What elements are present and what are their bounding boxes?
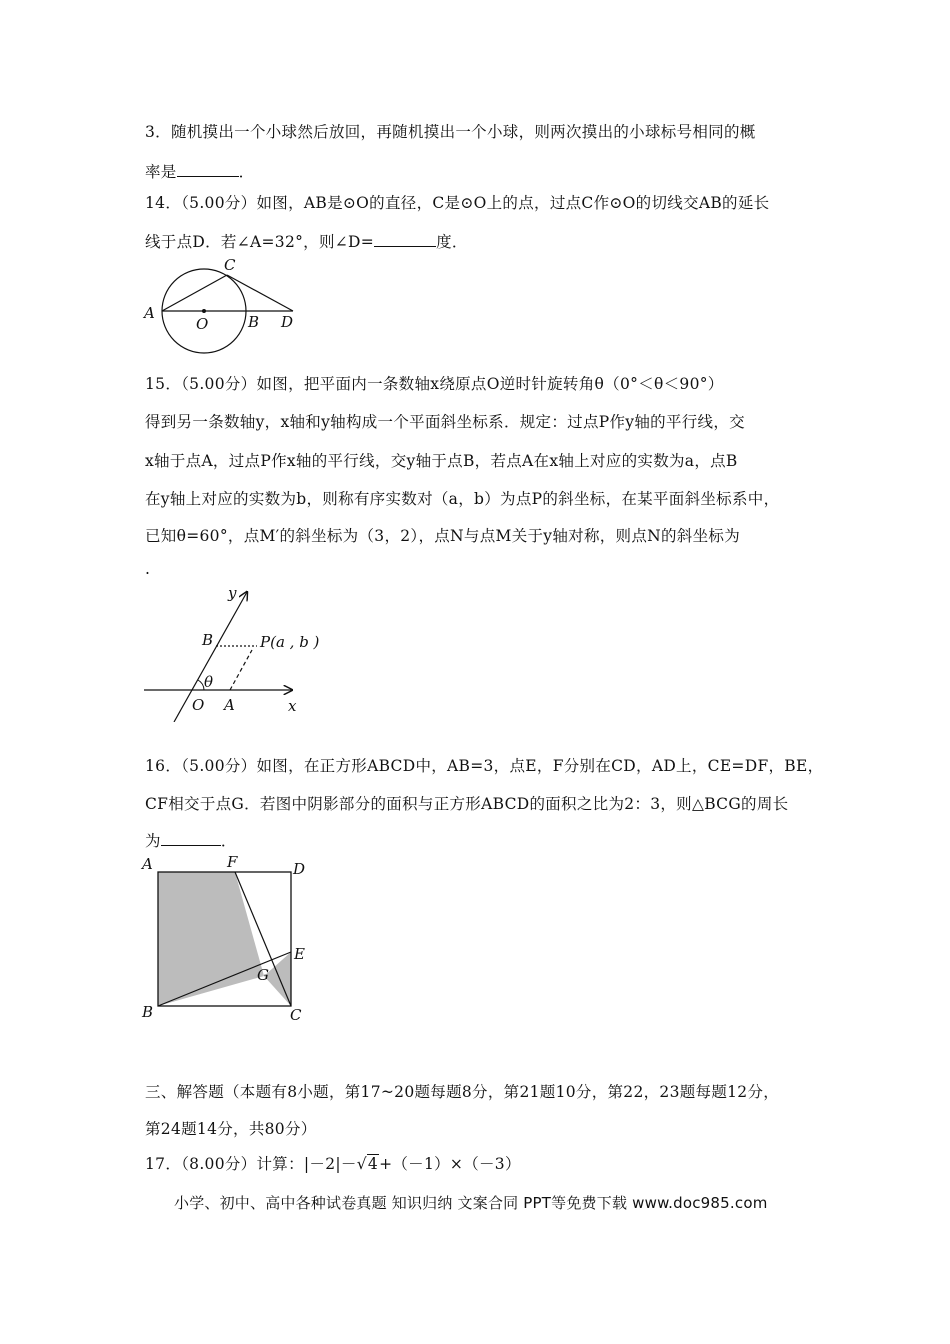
label-f: F bbox=[227, 853, 238, 871]
label-b: B bbox=[202, 631, 214, 649]
label-c: C bbox=[224, 256, 236, 274]
q14-circle-figure bbox=[138, 253, 308, 361]
label-d: D bbox=[293, 860, 306, 878]
q16-end: ． bbox=[220, 832, 237, 850]
section-3-line-1: 三、解答题（本题有8小题，第17~20题每题8分，第21题10分，第22，23题每题12分， bbox=[145, 1083, 780, 1101]
sqrt-radicand: 4 bbox=[367, 1155, 379, 1173]
label-theta: θ bbox=[204, 673, 214, 691]
q15-line-3: x轴于点A，过点P作x轴的平行线，交y轴于点B，若点A在x轴上对应的实数为a，点B bbox=[145, 452, 738, 470]
q13-text: 率是 bbox=[145, 163, 177, 181]
q16-line-3 bbox=[145, 829, 237, 851]
label-d: D bbox=[281, 313, 294, 331]
q17-text: 17．（8.00分）计算：|－2|－ bbox=[145, 1155, 357, 1173]
q14-line-2 bbox=[145, 230, 468, 252]
q17-line bbox=[145, 1152, 521, 1174]
label-b: B bbox=[142, 1003, 154, 1021]
sqrt-expression: √4 bbox=[356, 1155, 379, 1173]
answer-blank bbox=[374, 232, 436, 247]
footer-banner: 小学、初中、高中各种试卷真题 知识归纳 文案合同 PPT等免费下载 www.doc985.com bbox=[174, 1194, 768, 1212]
y-axis bbox=[174, 592, 247, 722]
label-e: E bbox=[294, 945, 305, 963]
q15-line-4: 在y轴上对应的实数为b，则称有序实数对（a，b）为点P的斜坐标，在某平面斜坐标系中， bbox=[145, 490, 780, 508]
answer-blank bbox=[177, 162, 239, 177]
q14-line-1: 14．（5.00分）如图，AB是⊙O的直径，C是⊙O上的点，过点C作⊙O的切线交AB的延长 bbox=[145, 194, 770, 212]
tangent-cd bbox=[227, 275, 293, 311]
q14-end: 度． bbox=[436, 233, 468, 251]
label-y: y bbox=[228, 584, 237, 602]
q16-square-figure bbox=[138, 852, 318, 1024]
q16-line-1: 16．（5.00分）如图，在正方形ABCD中，AB=3，点E，F分别在CD，AD上，CE=DF，BE， bbox=[145, 757, 824, 775]
segment-ac bbox=[162, 275, 227, 311]
q15-oblique-axes-figure bbox=[140, 582, 340, 722]
label-x: x bbox=[288, 697, 297, 715]
label-c: C bbox=[290, 1006, 302, 1024]
q14-text: 线于点D．若∠A=32°，则∠D= bbox=[145, 233, 375, 251]
label-g: G bbox=[257, 966, 269, 984]
shaded-region-abgf bbox=[158, 872, 264, 1006]
q15-line-2: 得到另一条数轴y，x轴和y轴构成一个平面斜坐标系．规定：过点P作y轴的平行线，交 bbox=[145, 413, 745, 431]
label-o: O bbox=[196, 315, 209, 333]
q15-line-6: . bbox=[145, 560, 151, 578]
section-3-line-2: 第24题14分，共80分） bbox=[145, 1120, 317, 1138]
center-point bbox=[202, 309, 206, 313]
answer-blank bbox=[161, 831, 221, 846]
q13-line-2 bbox=[145, 160, 254, 182]
label-o: O bbox=[192, 696, 205, 714]
q17-rest: +（－1）×（－3） bbox=[379, 1155, 521, 1173]
label-a: A bbox=[142, 855, 153, 873]
q15-line-1: 15．（5.00分）如图，把平面内一条数轴x绕原点O逆时针旋转角θ（0°＜θ＜90°） bbox=[145, 375, 724, 393]
q13-line-1: 3．随机摸出一个小球然后放回，再随机摸出一个小球，则两次摸出的小球标号相同的概 bbox=[145, 123, 756, 141]
label-a: A bbox=[144, 304, 155, 322]
label-b: B bbox=[248, 313, 260, 331]
label-a: A bbox=[224, 696, 235, 714]
q15-line-5: 已知θ=60°，点M′的斜坐标为（3，2），点N与点M关于y轴对称，则点N的斜坐标为 bbox=[145, 527, 741, 545]
q16-line-2: CF相交于点G．若图中阴影部分的面积与正方形ABCD的面积之比为2：3，则△BCG的周长 bbox=[145, 795, 789, 813]
label-p: P(a , b ) bbox=[260, 633, 320, 651]
q16-text: 为 bbox=[145, 832, 161, 850]
q13-end: ． bbox=[238, 163, 255, 181]
dashed-pa bbox=[230, 650, 252, 690]
